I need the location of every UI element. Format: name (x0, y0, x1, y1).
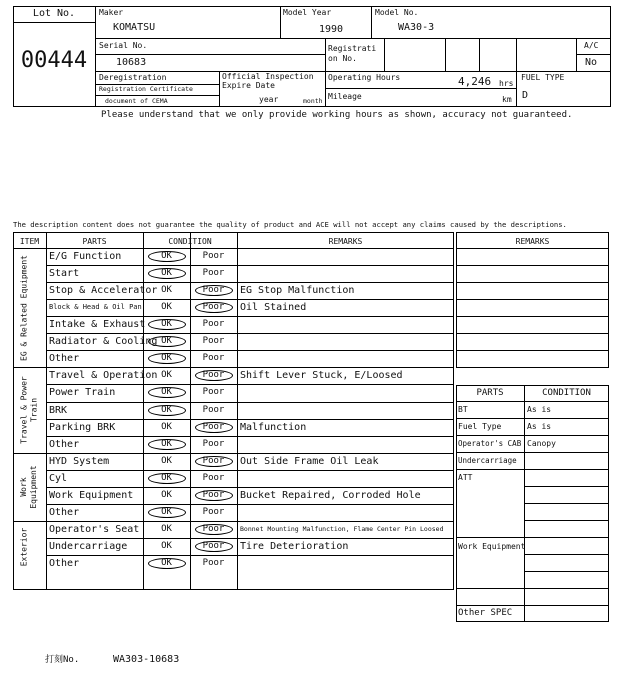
part-name: Other (49, 438, 80, 450)
poor-option[interactable]: Poor (202, 472, 225, 483)
poor-option[interactable]: Poor (202, 353, 225, 364)
remark (240, 402, 452, 419)
operating-hours-value: 4,246 (458, 75, 492, 88)
ok-option[interactable]: OK (161, 489, 172, 500)
part-name: Block & Head & Oil Pan (49, 303, 142, 312)
right-part-name: ATT (458, 473, 473, 482)
maker-label: Maker (99, 8, 124, 17)
ok-option[interactable]: OK (161, 370, 172, 381)
selection-circle (195, 456, 233, 467)
right-part-condition: As is (527, 422, 552, 431)
part-name: Undercarriage (49, 541, 128, 553)
selection-circle (195, 302, 233, 313)
lot-no-label: Lot No. (32, 8, 76, 19)
part-name: BRK (49, 404, 68, 416)
ok-option[interactable]: OK (161, 404, 172, 415)
poor-option[interactable]: Poor (202, 541, 225, 552)
part-name: Stop & Accelerator (49, 285, 158, 297)
poor-option[interactable]: Poor (202, 404, 225, 415)
ok-option[interactable]: OK (161, 438, 172, 449)
remark (240, 333, 452, 350)
selection-circle (148, 268, 186, 279)
ok-option[interactable]: OK (161, 506, 172, 517)
fuel-type-value: D (522, 90, 529, 101)
ok-option[interactable]: OK (161, 472, 172, 483)
ok-option[interactable]: OK (161, 268, 172, 279)
part-name: Cyl (49, 472, 68, 484)
right-part-condition: Canopy (527, 439, 556, 448)
poor-option[interactable]: Poor (202, 438, 225, 449)
right-remarks-header: REMARKS (515, 237, 550, 246)
remark (240, 316, 452, 333)
poor-option[interactable]: Poor (202, 336, 225, 347)
poor-option[interactable]: Poor (202, 370, 225, 381)
selection-circle (148, 439, 186, 450)
poor-option[interactable]: Poor (202, 268, 225, 279)
year-label: year (259, 95, 279, 104)
ac-label: A/C (584, 41, 599, 50)
remark (240, 504, 452, 521)
poor-option[interactable]: Poor (202, 421, 225, 432)
other-spec-label: Other SPEC (458, 608, 513, 618)
lot-no: 00444 (20, 48, 88, 73)
ac-value: No (585, 57, 598, 68)
remark: Malfunction (240, 421, 307, 433)
poor-option[interactable]: Poor (202, 285, 225, 296)
ok-option[interactable]: OK (161, 387, 172, 398)
remark (240, 350, 452, 367)
part-name: Other (49, 506, 80, 518)
poor-option[interactable]: Poor (202, 455, 225, 466)
selection-circle (195, 422, 233, 433)
remark (240, 248, 452, 265)
operating-hours-label: Operating Hours (328, 73, 401, 82)
expire-date-label: Expire Date (222, 81, 275, 90)
right-part-name: Operator's CAB (458, 439, 522, 448)
remark: EG Stop Malfunction (240, 285, 355, 297)
part-name: Operator's Seat (49, 523, 140, 535)
part-name: Travel & Operation (49, 370, 158, 382)
poor-option[interactable]: Poor (202, 558, 225, 569)
remark (240, 384, 452, 401)
col-remarks: REMARKS (328, 237, 363, 246)
official-inspection-label: Official Inspection (222, 72, 314, 81)
registration-no-label: Registrati on No. (328, 44, 377, 63)
ok-option[interactable]: OK (161, 353, 172, 364)
part-name: Work Equipment (49, 489, 134, 501)
right-part-name: Undercarriage (458, 456, 517, 465)
disclaimer: The description content does not guarantee the quality of product and ACE will not accept any claims caused by the descriptions. (13, 220, 567, 229)
poor-option[interactable]: Poor (202, 251, 225, 261)
model-year-label: Model Year (283, 8, 332, 17)
part-name: Other (49, 558, 80, 570)
remark (240, 470, 452, 487)
part-name: Intake & Exhaust (49, 319, 146, 331)
remark: Out Side Frame Oil Leak (240, 455, 379, 467)
poor-option[interactable]: Poor (202, 506, 225, 517)
part-name: Radiator & Cooling (49, 336, 158, 348)
part-name: Start (49, 268, 80, 280)
poor-option[interactable]: Poor (202, 302, 225, 313)
right-part-condition: As is (527, 405, 552, 414)
maker-value: KOMATSU (113, 22, 156, 33)
right-part-name: Fuel Type (458, 422, 502, 431)
remark (240, 436, 452, 453)
km-label: km (502, 95, 512, 104)
stamp-no-value: WA303-10683 (113, 654, 180, 665)
remark: Shift Lever Stuck, E/Loosed (240, 370, 403, 382)
part-name: HYD System (49, 455, 110, 467)
ok-option[interactable]: OK (161, 421, 172, 432)
hrs-label: hrs (499, 79, 514, 88)
group-label: Travel & Power Train (19, 376, 39, 444)
selection-circle (148, 558, 186, 569)
ok-option[interactable]: OK (161, 285, 172, 296)
remark (240, 555, 452, 572)
ok-option[interactable]: OK (161, 523, 172, 534)
selection-circle (195, 524, 233, 535)
remark: Tire Deterioration (240, 541, 349, 553)
selection-circle (148, 405, 186, 416)
work-equipment-spec-label: Work Equipment (458, 542, 526, 551)
group-label: Work Equipment (19, 465, 39, 509)
fuel-type-label: FUEL TYPE (521, 73, 565, 82)
group-label: EG & Related Equipment (19, 254, 29, 361)
remark: Oil Stained (240, 302, 307, 314)
model-no-label: Model No. (375, 8, 419, 17)
col-condition: CONDITION (168, 237, 212, 246)
ok-option[interactable]: OK (161, 541, 172, 552)
selection-circle (195, 490, 233, 501)
selection-circle (148, 507, 186, 518)
remark: Bucket Repaired, Corroded Hole (240, 489, 421, 501)
group-label: Exterior (19, 527, 29, 566)
stamp-no-label: 打刻No. (45, 655, 80, 665)
model-no-value: WA30-3 (398, 22, 435, 33)
remark: Bonnet Mounting Malfunction, Flame Center Pin Loosed (240, 524, 444, 533)
ok-option[interactable]: OK (161, 336, 172, 347)
right-condition-header: CONDITION (542, 388, 591, 398)
ok-option[interactable]: OK (161, 251, 172, 261)
col-parts: PARTS (82, 237, 107, 246)
poor-option[interactable]: Poor (202, 387, 225, 398)
selection-circle (148, 251, 186, 262)
working-hours-notice: Please understand that we only provide working hours as shown, accuracy not guaranteed. (101, 110, 573, 120)
selection-circle (195, 285, 233, 296)
part-name: Other (49, 353, 80, 365)
ok-option[interactable]: OK (161, 302, 172, 313)
month-label: month (303, 97, 323, 105)
right-remarks-frame (456, 232, 609, 368)
model-year-value: 1990 (319, 24, 344, 35)
ok-option[interactable]: OK (161, 455, 172, 466)
poor-option[interactable]: Poor (202, 489, 225, 500)
part-name: Power Train (49, 387, 116, 399)
poor-option[interactable]: Poor (202, 523, 225, 534)
serial-no-label: Serial No. (99, 41, 148, 50)
right-parts-header: PARTS (476, 388, 504, 398)
right-part-name: BT (458, 405, 468, 414)
selection-circle (148, 473, 186, 484)
poor-option[interactable]: Poor (202, 319, 225, 330)
part-name: E/G Function (49, 251, 122, 262)
registration-certificate-label: Registration Certificate (99, 85, 193, 93)
mileage-label: Mileage (328, 92, 362, 101)
ok-option[interactable]: OK (161, 558, 172, 569)
selection-circle (195, 541, 233, 552)
remark (240, 265, 452, 282)
serial-no-value: 10683 (116, 57, 147, 68)
deregistration-label: Deregistration (99, 73, 167, 82)
col-item: ITEM (19, 237, 40, 246)
document-label: document of CEMA (105, 97, 168, 105)
part-name: Parking BRK (49, 421, 116, 433)
ok-option[interactable]: OK (161, 319, 172, 330)
